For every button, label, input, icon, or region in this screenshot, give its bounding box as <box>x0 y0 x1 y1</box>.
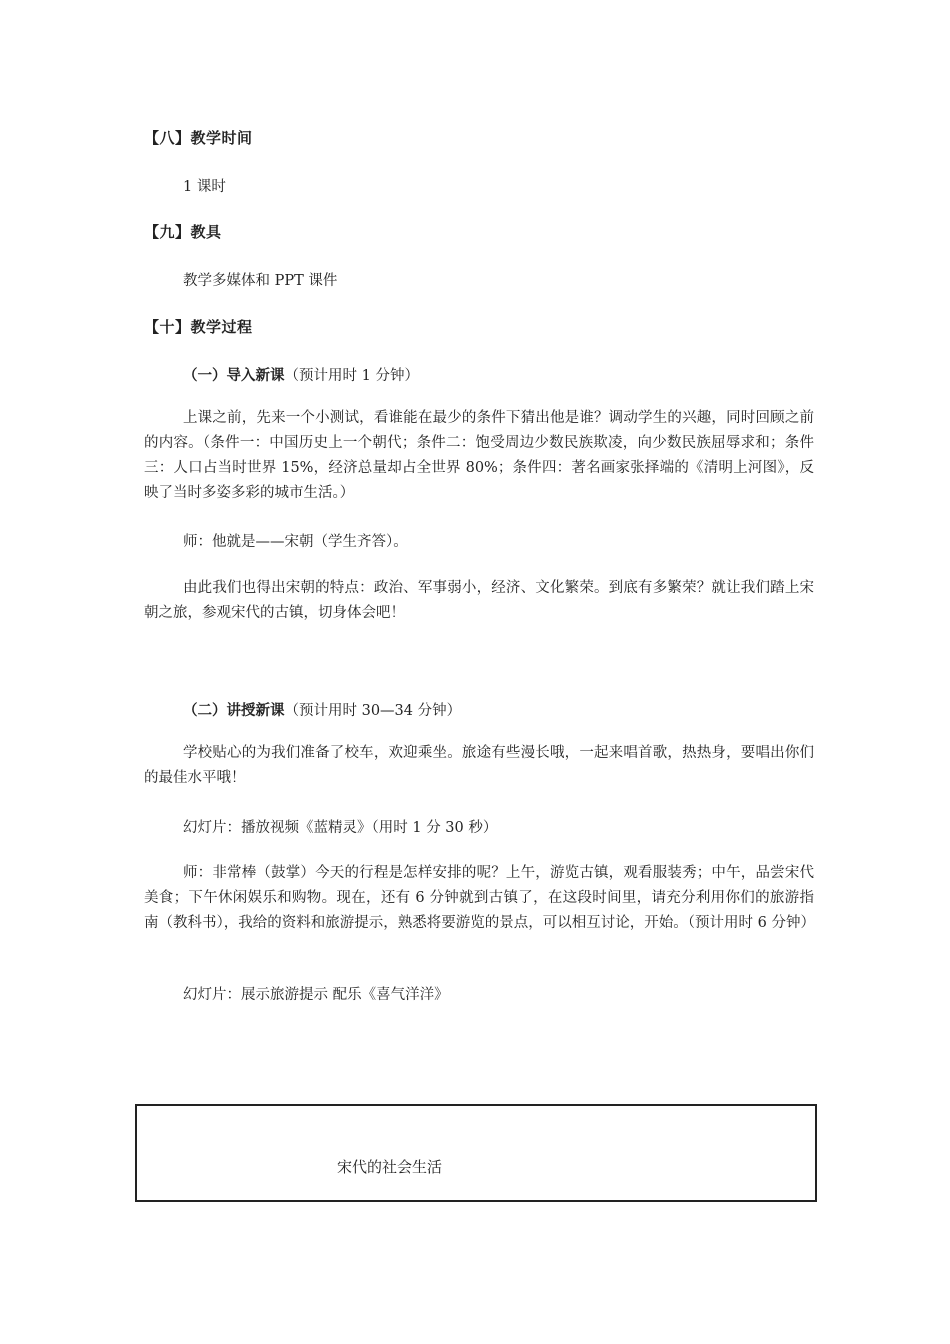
part1-subheading <box>183 364 419 385</box>
section-heading-teaching-process: 【十】教学过程 <box>144 318 253 336</box>
part2-paragraph-bus: 学校贴心的为我们准备了校车，欢迎乘坐。旅途有些漫长哦，一起来唱首歌，热热身，要唱出你们的最佳水平哦！ <box>144 745 814 786</box>
part1-note: （预计用时 1 分钟） <box>284 368 419 384</box>
part2-note: （预计用时 30—34 分钟） <box>284 703 462 719</box>
part1-title: （一）导入新课 <box>183 368 285 384</box>
part2-subheading <box>183 699 461 720</box>
section-heading-teaching-aids: 【九】教具 <box>144 223 222 241</box>
part1-paragraph-answer: 师：他就是——宋朝（学生齐答）。 <box>183 534 408 550</box>
teaching-time-value: 1 课时 <box>183 179 226 195</box>
part2-title: （二）讲授新课 <box>183 703 285 719</box>
teaching-aids-value: 教学多媒体和 PPT 课件 <box>183 273 338 289</box>
part1-paragraph-quiz: 上课之前，先来一个小测试，看谁能在最少的条件下猜出他是谁？调动学生的兴趣，同时回顾之前的内容。（条件一：中国历史上一个朝代；条件二：饱受周边少数民族欺凌，向少数民族屈辱求和；条件三：人口占当时世界 15%，经济总量却占全世界 80%；条件四：著名画家张择端的《清明上河图》，反映了当时多姿多彩的城市生活。） <box>144 410 814 501</box>
part1-paragraph-features: 由此我们也得出宋朝的特点：政治、军事弱小，经济、文化繁荣。到底有多繁荣？就让我们踏上宋朝之旅，参观宋代的古镇，切身体会吧！ <box>144 580 814 621</box>
topic-box-title: 宋代的社会生活 <box>337 1158 443 1176</box>
part2-paragraph-tips: 幻灯片：展示旅游提示 配乐《喜气洋洋》 <box>183 987 449 1003</box>
part2-paragraph-video: 幻灯片：播放视频《蓝精灵》（用时 1 分 30 秒） <box>183 820 498 836</box>
part2-paragraph-itinerary: 师：非常棒（鼓掌）今天的行程是怎样安排的呢？上午，游览古镇，观看服装秀；中午，品尝宋代美食；下午休闲娱乐和购物。现在，还有 6 分钟就到古镇了，在这段时间里，请充分利用你们的旅游指南（教科书），我给的资料和旅游提示，熟悉将要游览的景点，可以相互讨论，开始。（预计用时 6 分钟） <box>144 865 815 931</box>
section-heading-teaching-time: 【八】教学时间 <box>144 129 253 147</box>
topic-box <box>135 1104 817 1202</box>
